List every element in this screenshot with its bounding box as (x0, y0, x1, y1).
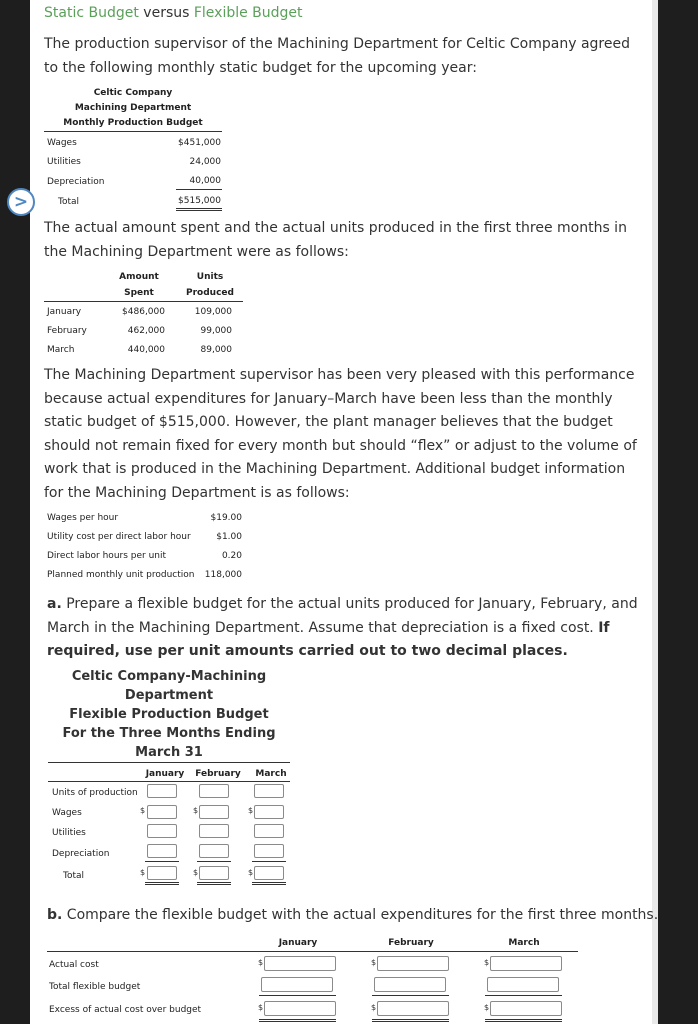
flex-title-company: Celtic Company-Machining (71, 669, 267, 684)
actual-amount: 462,000 (127, 326, 165, 336)
compare-col-january: January (278, 938, 318, 948)
static-row-label: Depreciation (47, 177, 105, 187)
divider (176, 208, 222, 209)
static-title-budget: Monthly Production Budget (63, 118, 203, 128)
dollar-sign: $ (248, 868, 254, 877)
compare-row-excess-label: Excess of actual cost over budget (49, 1005, 202, 1015)
divider (145, 882, 179, 883)
actual-month: February (47, 326, 87, 336)
col-header: Produced (186, 288, 234, 298)
divider (47, 951, 578, 952)
info-value: 118,000 (204, 570, 242, 580)
dollar-sign: $ (371, 958, 377, 967)
info-label: Wages per hour (47, 513, 119, 523)
january-wages-input[interactable] (147, 805, 177, 819)
flex-title-dept: Department (124, 688, 214, 703)
divider (485, 1019, 562, 1020)
flex-col-january: January (145, 769, 185, 779)
part-b-text: Compare the flexible budget with the actual expenditures for the first three months. (62, 907, 659, 923)
january-total-input[interactable] (147, 866, 177, 880)
january-units-input[interactable] (147, 784, 177, 798)
divider (485, 1021, 562, 1022)
info-value: 0.20 (221, 551, 242, 561)
divider (372, 1019, 449, 1020)
march-wages-input[interactable] (254, 805, 284, 819)
divider (372, 995, 449, 996)
february-actual-cost-input[interactable] (377, 956, 449, 971)
flex-title-budget: Flexible Production Budget (69, 707, 269, 722)
dollar-sign: $ (193, 806, 199, 815)
divider (176, 189, 222, 190)
flex-title-date: March 31 (135, 745, 203, 760)
actual-amount: $486,000 (122, 307, 165, 317)
divider (252, 882, 286, 883)
compare-row-flexible-label: Total flexible budget (49, 982, 141, 992)
static-row-value: 24,000 (189, 157, 221, 167)
flex-col-february: February (195, 769, 241, 779)
part-a-instructions (47, 593, 647, 664)
divider (197, 884, 231, 885)
flex-row-utilities-label: Utilities (52, 828, 86, 838)
dollar-sign: $ (258, 1003, 264, 1012)
problem-heading (44, 5, 303, 21)
march-actual-cost-input[interactable] (490, 956, 562, 971)
actual-units: 99,000 (200, 326, 232, 336)
january-utilities-input[interactable] (147, 824, 177, 838)
part-a-letter: a. (47, 596, 62, 612)
divider (44, 131, 222, 132)
part-b-instructions (47, 907, 658, 923)
dollar-sign: $ (193, 868, 199, 877)
static-row-value: $451,000 (178, 138, 221, 148)
col-header: Units (196, 272, 224, 282)
march-flexible-budget-input[interactable] (487, 977, 559, 992)
february-utilities-input[interactable] (199, 824, 229, 838)
january-actual-cost-input[interactable] (264, 956, 336, 971)
divider (259, 1019, 336, 1020)
static-title-company: Celtic Company (93, 88, 173, 98)
march-utilities-input[interactable] (254, 824, 284, 838)
chevron-right-icon: > (13, 192, 29, 212)
flex-row-total-label: Total (63, 871, 85, 881)
february-excess-input[interactable] (377, 1001, 449, 1016)
flex-col-march: March (255, 769, 287, 779)
col-header: Amount (119, 272, 159, 282)
march-depreciation-input[interactable] (254, 844, 284, 858)
dollar-sign: $ (140, 806, 146, 815)
february-flexible-budget-input[interactable] (374, 977, 446, 992)
intro-paragraph: The production supervisor of the Machining Department for Celtic Company agreed to the following monthly static budget for the upcoming year: (44, 36, 630, 76)
march-excess-input[interactable] (490, 1001, 562, 1016)
divider (197, 882, 231, 883)
static-title-dept: Machining Department (74, 103, 192, 113)
january-flexible-budget-input[interactable] (261, 977, 333, 992)
march-units-input[interactable] (254, 784, 284, 798)
col-header: Spent (124, 288, 154, 298)
static-row-label: Wages (47, 138, 77, 148)
divider (372, 1021, 449, 1022)
actual-amount: 440,000 (127, 345, 165, 355)
info-value: $1.00 (216, 532, 242, 542)
divider (176, 210, 222, 211)
heading-static-budget: Static Budget (44, 5, 139, 21)
static-total-label: Total (58, 197, 80, 207)
february-total-input[interactable] (199, 866, 229, 880)
march-total-input[interactable] (254, 866, 284, 880)
question-page (30, 0, 658, 1024)
expand-nav-button[interactable] (7, 188, 35, 216)
info-label: Utility cost per direct labor hour (47, 532, 191, 542)
dollar-sign: $ (248, 806, 254, 815)
divider (197, 861, 231, 862)
info-label: Planned monthly unit production (47, 570, 195, 580)
flex-row-units-label: Units of production (52, 788, 138, 798)
february-units-input[interactable] (199, 784, 229, 798)
divider (259, 1021, 336, 1022)
divider (145, 884, 179, 885)
heading-flexible-budget: Flexible Budget (193, 5, 303, 21)
dollar-sign: $ (484, 1003, 490, 1012)
compare-row-actual-label: Actual cost (49, 960, 99, 970)
divider (48, 762, 290, 763)
actual-month: January (47, 307, 82, 317)
actual-units: 89,000 (200, 345, 232, 355)
divider (485, 995, 562, 996)
actual-month: March (47, 345, 75, 355)
january-depreciation-input[interactable] (147, 844, 177, 858)
divider (259, 995, 336, 996)
divider (252, 861, 286, 862)
compare-col-february: February (388, 938, 434, 948)
flex-title-period: For the Three Months Ending (62, 726, 276, 741)
dollar-sign: $ (371, 1003, 377, 1012)
heading-versus: versus (138, 5, 194, 21)
actual-units: 109,000 (194, 307, 232, 317)
january-excess-input[interactable] (264, 1001, 336, 1016)
actual-intro-paragraph: The actual amount spent and the actual units produced in the first three months in the Machining Department were as follows: (44, 220, 627, 260)
info-value: $19.00 (210, 513, 242, 523)
dollar-sign: $ (258, 958, 264, 967)
divider (252, 884, 286, 885)
divider (48, 781, 290, 782)
divider (44, 301, 243, 302)
dollar-sign: $ (140, 868, 146, 877)
info-label: Direct labor hours per unit (47, 551, 167, 561)
middle-paragraph: The Machining Department supervisor has been very pleased with this performance because actual expenditures for January–March have been less than the monthly static budget of $515,000. However, the plant manager believes that the budget should not remain fixed for every month but should “flex” or adjust to the volume of work that is produced in the Machining Department. Additional budget information for the Machining Department is as follows: (44, 367, 637, 501)
part-a-text: Prepare a flexible budget for the actual units produced for January, February, and March in the Machining Department. Assume that depreciation is a fixed cost. (47, 596, 638, 636)
compare-col-march: March (508, 938, 540, 948)
flex-row-depreciation-label: Depreciation (52, 849, 110, 859)
static-total-value: $515,000 (178, 196, 221, 206)
dollar-sign: $ (484, 958, 490, 967)
part-b-letter: b. (47, 907, 63, 923)
flex-row-wages-label: Wages (52, 808, 82, 818)
february-depreciation-input[interactable] (199, 844, 229, 858)
static-row-value: 40,000 (189, 176, 221, 186)
static-row-label: Utilities (47, 157, 81, 167)
february-wages-input[interactable] (199, 805, 229, 819)
part-a-bold-note: If required, use per unit amounts carried out to two decimal places. (47, 619, 610, 659)
divider (145, 861, 179, 862)
